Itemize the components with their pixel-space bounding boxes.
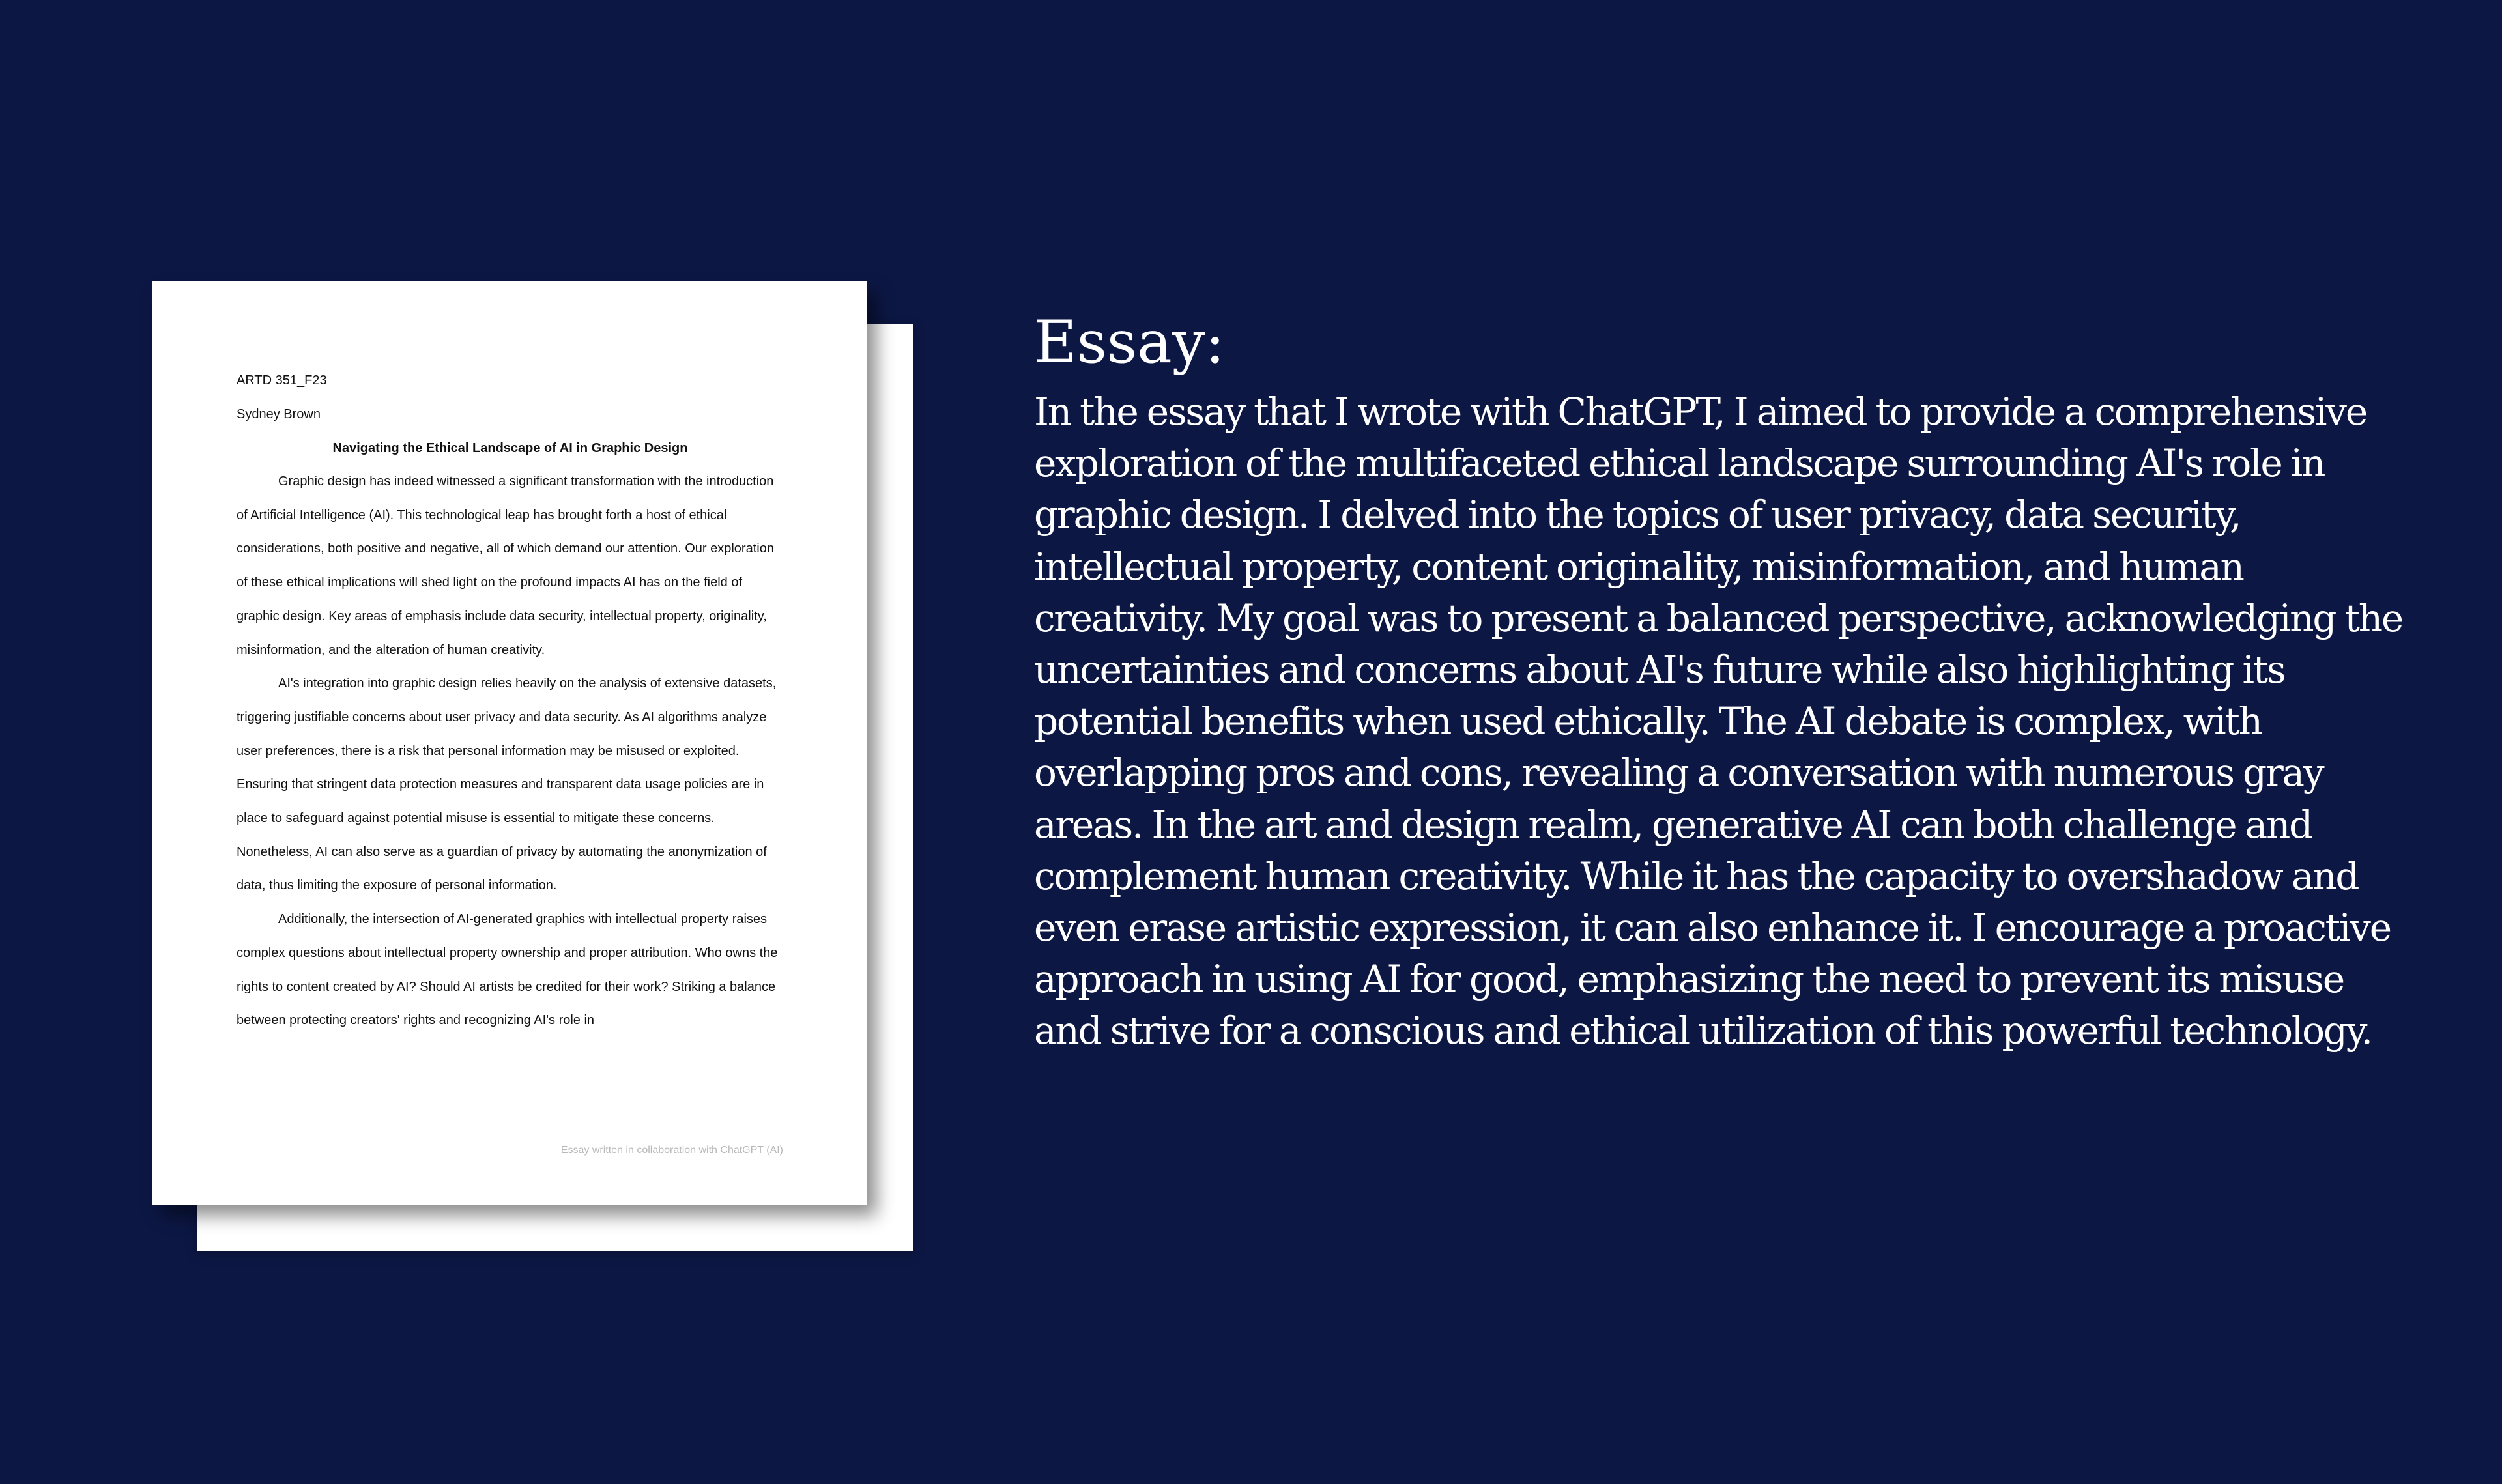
essay-summary <box>1034 302 2415 1057</box>
essay-body-text: In the essay that I wrote with ChatGPT, I aimed to provide a comprehensive exploration of the multifaceted ethical landscape surrounding AI's role in graphic design. I delved into the topics of user privacy, data security, intellectual property, content originality, misinformation, and human creativity. My goal was to present a balanced perspective, acknowledging the uncertainties and concerns about AI's future while also highlighting its potential benefits when used ethically. The AI debate is complex, with overlapping pros and cons, revealing a conversation with numerous gray areas. In the art and design realm, generative AI can both challenge and complement human creativity. While it has the capacity to overshadow and even erase artistic expression, it can also enhance it. I encourage a proactive approach in using AI for good, emphasizing the need to prevent its misuse and strive for a conscious and ethical utilization of this powerful technology. <box>1034 390 2402 1053</box>
document-author: Sydney Brown <box>237 407 321 421</box>
document-footer-note: Essay written in collaboration with ChatGPT (AI) <box>560 1145 783 1156</box>
document-paragraph: Additionally, the intersection of AI-generated graphics with intellectual property raises complex questions about intellectual property ownership and proper attribution. Who owns the rights to content created by AI? Should AI artists be credited for their work? Striking a balance between protecting creators' rights and recognizing AI's role in <box>237 912 778 1028</box>
document-paragraph: AI's integration into graphic design relies heavily on the analysis of extensive datasets, triggering justifiable concerns about user privacy and data security. As AI algorithms analyze user preferences, there is a risk that personal information may be misused or exploited. Ensuring that stringent data protection measures and transparent data usage policies are in place to safeguard against potential misuse is essential to mitigate these concerns. Nonetheless, AI can also serve as a guardian of privacy by automating the anonymization of data, thus limiting the exposure of personal information. <box>237 676 777 893</box>
document-paragraph: Graphic design has indeed witnessed a significant transformation with the introduction of Artificial Intelligence (AI). This technological leap has brought forth a host of ethical considerations, both positive and negative, all of which demand our attention. Our exploration of these ethical implications will shed light on the profound impacts AI has on the field of graphic design. Key areas of emphasis include data security, intellectual property, originality, misinformation, and the alteration of human creativity. <box>237 474 774 657</box>
essay-document-page <box>152 281 867 1205</box>
essay-heading: Essay: <box>1034 308 1225 377</box>
document-course: ARTD 351_F23 <box>237 373 327 388</box>
document-title: Navigating the Ethical Landscape of AI in Graphic Design <box>332 441 688 455</box>
